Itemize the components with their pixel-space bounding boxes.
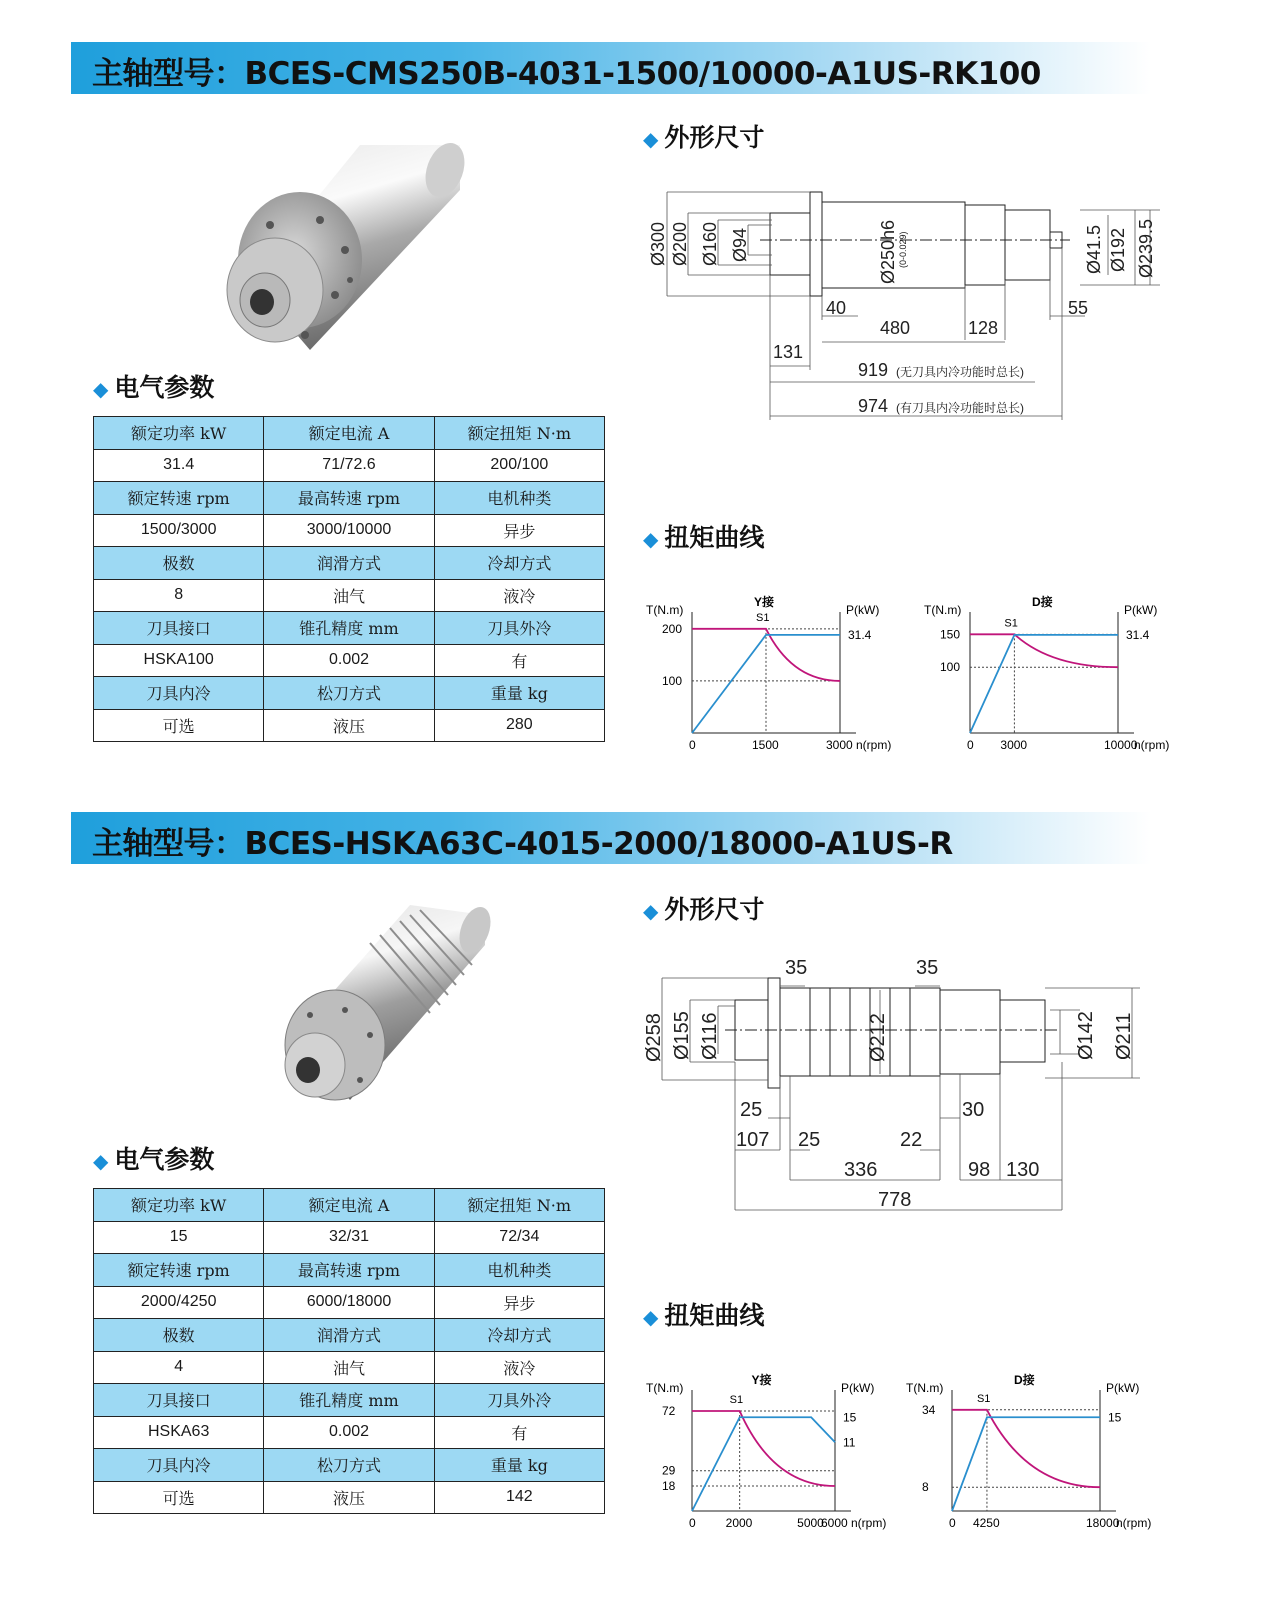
param-header-row xyxy=(94,1189,605,1222)
x-tick-label: 4250 xyxy=(972,1516,1000,1530)
param-label: 额定功率 kW xyxy=(94,1189,264,1222)
dims-heading-1: ◆ 外形尺寸 xyxy=(643,123,765,152)
s1-label: S1 xyxy=(976,1392,991,1405)
param-value: 异步 xyxy=(434,514,604,547)
param-value: 0.002 xyxy=(264,644,434,677)
param-label: 刀具内冷 xyxy=(94,1449,264,1482)
param-value: 液冷 xyxy=(434,1351,604,1384)
diamond-icon: ◆ xyxy=(643,899,659,923)
param-value: 2000/4250 xyxy=(94,1286,264,1319)
dim-107: 107 xyxy=(736,1129,770,1151)
param-label: 电机种类 xyxy=(434,482,604,515)
param-label: 刀具外冷 xyxy=(434,612,604,645)
param-value: HSKA100 xyxy=(94,644,264,677)
dim-974-note: (有刀具内冷功能时总长) xyxy=(896,401,1024,415)
param-label: 润滑方式 xyxy=(264,1319,434,1352)
x-tick-label: 1500 xyxy=(752,738,779,752)
param-label: 冷却方式 xyxy=(434,547,604,580)
param-value: 可选 xyxy=(94,709,264,742)
x-tick-label: 18000 xyxy=(1086,1516,1120,1530)
dim-130: 130 xyxy=(1006,1159,1040,1181)
dim-d160: Ø160 xyxy=(700,221,720,266)
param-value-row xyxy=(94,1286,605,1319)
spindle-image-2 xyxy=(260,895,500,1115)
dimension-drawing-2 xyxy=(640,950,1160,1220)
y-tick-label: 100 xyxy=(662,673,683,688)
param-value: 31.4 xyxy=(94,449,264,482)
param-table-2 xyxy=(93,1188,605,1514)
dim-128: 128 xyxy=(968,318,999,338)
p-tick-label: 31.4 xyxy=(1126,627,1150,642)
param-value-row xyxy=(94,644,605,677)
x-tick-label: 6000 xyxy=(821,1516,848,1530)
dim-d200: Ø200 xyxy=(670,221,690,266)
param-value-row xyxy=(94,1351,605,1384)
y-tick-label: 18 xyxy=(662,1479,676,1493)
param-value-row xyxy=(94,709,605,742)
param-label: 锥孔精度 mm xyxy=(264,1384,434,1417)
param-value: 1500/3000 xyxy=(94,514,264,547)
param-header-row xyxy=(94,1319,605,1352)
param-value: 异步 xyxy=(434,1286,604,1319)
param-value: 0.002 xyxy=(264,1416,434,1449)
param-header-row xyxy=(94,417,605,450)
x-axis-label: n(rpm) xyxy=(851,1516,887,1530)
x-axis-label: n(rpm) xyxy=(1134,738,1170,752)
y-tick-label: 34 xyxy=(922,1402,936,1417)
param-header-row xyxy=(94,1384,605,1417)
param-value: 8 xyxy=(94,579,264,612)
dim-d94: Ø94 xyxy=(730,227,750,262)
torque-heading-2: ◆ 扭矩曲线 xyxy=(643,1301,765,1330)
power-curve xyxy=(970,635,1118,733)
dim-top-35a: 35 xyxy=(785,957,808,979)
x-tick-label: 0 xyxy=(689,1516,696,1530)
x-tick-label: 2000 xyxy=(725,1516,753,1530)
power-curve xyxy=(692,1417,835,1511)
dim-778: 778 xyxy=(878,1189,912,1211)
dimension-drawing-1 xyxy=(640,180,1160,450)
torque-heading-1: ◆ 扭矩曲线 xyxy=(643,523,765,552)
dim-131: 131 xyxy=(773,342,804,362)
p-tick-label: 11 xyxy=(843,1435,856,1450)
torque-chart-d1 xyxy=(918,588,1188,758)
param-header-row xyxy=(94,677,605,710)
torque-curve xyxy=(970,634,1118,667)
dim-480: 480 xyxy=(880,318,911,338)
param-value: 142 xyxy=(434,1481,604,1514)
param-label: 最高转速 rpm xyxy=(264,482,434,515)
dim-d155: Ø155 xyxy=(671,1011,693,1060)
x-axis-label: n(rpm) xyxy=(1116,1516,1152,1530)
param-value: 液压 xyxy=(264,1481,434,1514)
param-label: 冷却方式 xyxy=(434,1319,604,1352)
dim-d300: Ø300 xyxy=(648,221,668,266)
p-tick-label: 15 xyxy=(843,1410,857,1425)
x-tick-label: 0 xyxy=(949,1516,956,1530)
param-label: 最高转速 rpm xyxy=(264,1254,434,1287)
x-tick-label: 3000 xyxy=(1000,738,1028,752)
dim-98: 98 xyxy=(968,1159,991,1181)
p-tick-label: 31.4 xyxy=(848,627,872,642)
s1-label: S1 xyxy=(729,1394,744,1406)
param-value: 有 xyxy=(434,1416,604,1449)
spindle-image-1 xyxy=(210,130,470,370)
model-title-2: 主轴型号：BCES-HSKA63C-4015-2000/18000-A1US-R xyxy=(92,826,953,862)
param-value: 71/72.6 xyxy=(264,449,434,482)
dim-919-note: (无刀具内冷功能时总长) xyxy=(896,365,1024,379)
param-value-row xyxy=(94,1416,605,1449)
x-axis-label: n(rpm) xyxy=(856,738,892,752)
param-header-row xyxy=(94,1254,605,1287)
y-axis-left-label: T(N.m) xyxy=(646,603,684,617)
x-tick-label: 0 xyxy=(967,738,974,752)
dim-d211: Ø211 xyxy=(1113,1012,1135,1060)
chart-title: D接 xyxy=(1014,1373,1035,1387)
dim-d250h6: Ø250h6 xyxy=(878,219,898,284)
param-label: 极数 xyxy=(94,1319,264,1352)
param-value: 油气 xyxy=(264,579,434,612)
chart-title: Y接 xyxy=(754,595,775,609)
y-axis-left-label: T(N.m) xyxy=(906,1381,944,1395)
chart-title: D接 xyxy=(1032,595,1053,609)
param-header-row xyxy=(94,612,605,645)
dim-d239-5: Ø239.5 xyxy=(1136,218,1156,278)
x-tick-label: 0 xyxy=(689,738,696,752)
torque-chart-y2 xyxy=(640,1366,900,1536)
param-value-row xyxy=(94,514,605,547)
y-axis-right-label: P(kW) xyxy=(1124,603,1158,617)
param-label: 电机种类 xyxy=(434,1254,604,1287)
dim-22: 22 xyxy=(900,1129,923,1151)
param-label: 额定扭矩 N·m xyxy=(434,1189,604,1222)
y-tick-label: 200 xyxy=(662,621,683,636)
param-label: 额定电流 A xyxy=(264,417,434,450)
param-value: 6000/18000 xyxy=(264,1286,434,1319)
param-label: 刀具外冷 xyxy=(434,1384,604,1417)
y-tick-label: 8 xyxy=(922,1480,929,1495)
dim-40: 40 xyxy=(826,298,847,318)
model-title-1: 主轴型号：BCES-CMS250B-4031-1500/10000-A1US-RK100 xyxy=(92,56,1041,92)
param-value: HSKA63 xyxy=(94,1416,264,1449)
diamond-icon: ◆ xyxy=(643,127,659,151)
chart-title: Y接 xyxy=(751,1373,772,1387)
torque-curve xyxy=(692,1411,835,1486)
x-tick-label: 3000 xyxy=(826,738,853,752)
y-axis-right-label: P(kW) xyxy=(841,1381,875,1395)
param-value: 280 xyxy=(434,709,604,742)
dim-d116: Ø116 xyxy=(699,1012,721,1060)
dim-919: 919 xyxy=(858,360,889,380)
param-value: 可选 xyxy=(94,1481,264,1514)
y-tick-label: 150 xyxy=(940,627,961,642)
dim-d142: Ø142 xyxy=(1075,1011,1097,1060)
dim-974: 974 xyxy=(858,396,889,416)
param-value: 液冷 xyxy=(434,579,604,612)
param-label: 额定转速 rpm xyxy=(94,1254,264,1287)
param-value: 油气 xyxy=(264,1351,434,1384)
param-value: 200/100 xyxy=(434,449,604,482)
y-tick-label: 29 xyxy=(662,1463,676,1478)
model-banner-1 xyxy=(71,42,1151,94)
param-value: 32/31 xyxy=(264,1221,434,1254)
diamond-icon: ◆ xyxy=(643,527,659,551)
dim-55: 55 xyxy=(1068,298,1089,318)
y-tick-label: 100 xyxy=(940,660,961,675)
model-banner-2 xyxy=(71,812,1151,864)
y-axis-left-label: T(N.m) xyxy=(646,1381,684,1395)
dim-d192: Ø192 xyxy=(1108,227,1128,272)
s1-label: S1 xyxy=(1004,617,1018,630)
torque-curve xyxy=(952,1410,1100,1487)
param-value-row xyxy=(94,579,605,612)
param-label: 额定电流 A xyxy=(264,1189,434,1222)
param-value: 有 xyxy=(434,644,604,677)
param-label: 刀具接口 xyxy=(94,612,264,645)
param-label: 松刀方式 xyxy=(264,677,434,710)
dims-heading-2: ◆ 外形尺寸 xyxy=(643,895,765,924)
param-value: 72/34 xyxy=(434,1221,604,1254)
param-value: 3000/10000 xyxy=(264,514,434,547)
param-label: 额定功率 kW xyxy=(94,417,264,450)
diamond-icon: ◆ xyxy=(93,377,109,401)
param-label: 刀具内冷 xyxy=(94,677,264,710)
param-label: 润滑方式 xyxy=(264,547,434,580)
y-tick-label: 72 xyxy=(662,1404,676,1418)
y-axis-right-label: P(kW) xyxy=(1106,1381,1140,1395)
dim-d41-5: Ø41.5 xyxy=(1084,224,1104,274)
dim-25b: 25 xyxy=(798,1129,821,1151)
param-label: 额定扭矩 N·m xyxy=(434,417,604,450)
param-label: 额定转速 rpm xyxy=(94,482,264,515)
param-label: 锥孔精度 mm xyxy=(264,612,434,645)
elec-heading-1: ◆ 电气参数 xyxy=(93,373,215,402)
param-value-row xyxy=(94,1221,605,1254)
p-tick-label: 15 xyxy=(1108,1410,1122,1425)
x-tick-label: 5000 xyxy=(797,1516,824,1530)
dim-top-35b: 35 xyxy=(916,957,939,979)
y-axis-right-label: P(kW) xyxy=(846,603,880,617)
param-label: 极数 xyxy=(94,547,264,580)
param-table-1 xyxy=(93,416,605,742)
dim-d212: Ø212 xyxy=(867,1013,889,1062)
torque-chart-y1 xyxy=(640,588,910,758)
param-label: 重量 kg xyxy=(434,1449,604,1482)
param-header-row xyxy=(94,1449,605,1482)
param-value-row xyxy=(94,1481,605,1514)
param-header-row xyxy=(94,547,605,580)
torque-chart-d2 xyxy=(900,1366,1170,1536)
dim-30: 30 xyxy=(962,1099,985,1121)
diamond-icon: ◆ xyxy=(93,1149,109,1173)
param-header-row xyxy=(94,482,605,515)
param-value: 15 xyxy=(94,1221,264,1254)
param-label: 松刀方式 xyxy=(264,1449,434,1482)
param-label: 重量 kg xyxy=(434,677,604,710)
elec-heading-2: ◆ 电气参数 xyxy=(93,1145,215,1174)
param-value: 4 xyxy=(94,1351,264,1384)
dim-d250h6-tol: (0-0.029) xyxy=(898,231,908,268)
dim-25a: 25 xyxy=(740,1099,763,1121)
param-value-row xyxy=(94,449,605,482)
s1-label: S1 xyxy=(756,611,770,624)
dim-d258: Ø258 xyxy=(643,1013,665,1062)
x-tick-label: 10000 xyxy=(1104,738,1138,752)
y-axis-left-label: T(N.m) xyxy=(924,603,962,617)
dim-336: 336 xyxy=(844,1159,878,1181)
param-label: 刀具接口 xyxy=(94,1384,264,1417)
param-value: 液压 xyxy=(264,709,434,742)
power-curve xyxy=(952,1417,1100,1511)
diamond-icon: ◆ xyxy=(643,1305,659,1329)
